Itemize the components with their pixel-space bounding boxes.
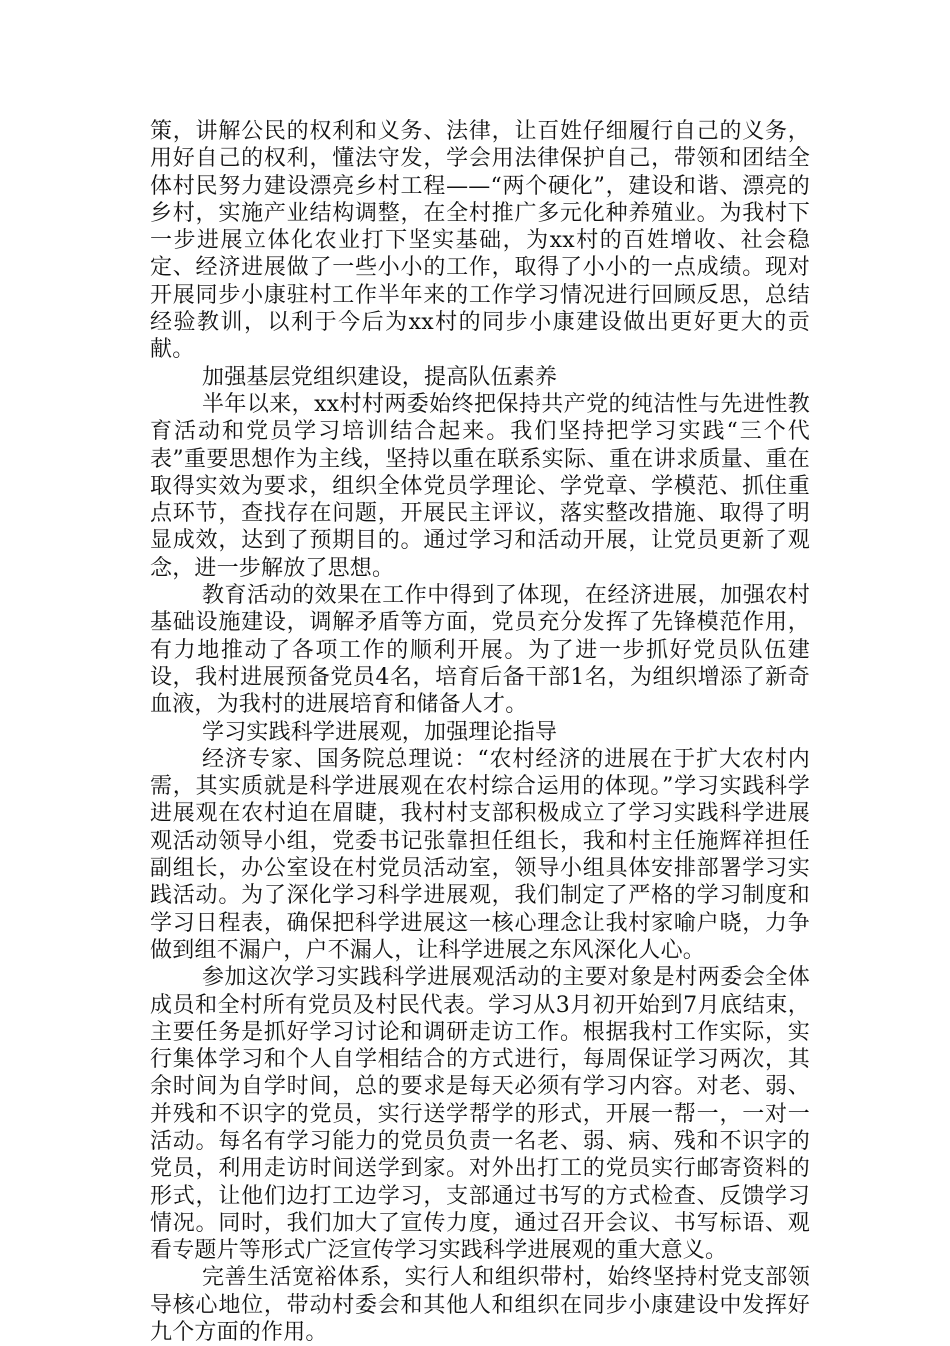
section-heading-scientific-development: 学习实践科学进展观，加强理论指导 [202, 719, 558, 745]
paragraph-intro: 策，讲解公民的权利和义务、法律，让百姓仔细履行自己的义务，用好自己的权利，懂法守发，学会用法律保护自己，带领和团结全体村民努力建设漂亮乡村工程——“两个硬化”，建设和谐、漂亮的乡村，实施产业结构调整，在全村推广多元化种养殖业。为我村下一步进展立体化农业打下坚实基础，为xx村的百姓增收、社会稳定、经济进展做了一些小小的工作，取得了小小的一点成绩。现对开展同步小康驻村工作半年来的工作学习情况进行回顾反思，总结经验教训，以利于今后为xx村的同步小康建设做出更好更大的贡献。 [150, 119, 810, 363]
paragraph-party-building: 半年以来，xx村村两委始终把保持共产党的纯洁性与先进性教育活动和党员学习培训结合起来。我们坚持把学习实践“三个代表”重要思想作为主线，坚持以重在联系实际、重在讲求质量、重在取得实效为要求，组织全体党员学理论、学党章、学模范、抓住重点环节，查找存在问题，开展民主评议，落实整改措施、取得了明显成效，达到了预期目的。通过学习和活动开展，让党员更新了观念，进一步解放了思想。 [150, 391, 810, 581]
document-body [150, 118, 810, 1346]
paragraph-living-system: 完善生活宽裕体系，实行人和组织带村，始终坚持村党支部领导核心地位，带动村委会和其他人和组织在同步小康建设中发挥好九个方面的作用。 [150, 1265, 810, 1346]
paragraph-study-activity: 参加这次学习实践科学进展观活动的主要对象是村两委会全体成员和全村所有党员及村民代表。学习从3月初开始到7月底结束，主要任务是抓好学习讨论和调研走访工作。根据我村工作实际，实行集体学习和个人自学相结合的方式进行，每周保证学习两次，其余时间为自学时间，总的要求是每天必须有学习内容。对老、弱、并残和不识字的党员，实行送学帮学的形式，开展一帮一，一对一活动。每名有学习能力的党员负责一名老、弱、病、残和不识字的党员，利用走访时间送学到家。对外出打工的党员实行邮寄资料的形式，让他们边打工边学习，支部通过书写的方式检查、反馈学习情况。同时，我们加大了宣传力度，通过召开会议、书写标语、观看专题片等形式广泛宣传学习实践科学进展观的重大意义。 [150, 965, 810, 1264]
paragraph-scientific-development: 经济专家、国务院总理说：“农村经济的进展在于扩大农村内需，其实质就是科学进展观在农村综合运用的体现。”学习实践科学进展观在农村迫在眉睫，我村村支部积极成立了学习实践科学进展观活动领导小组，党委书记张靠担任组长，我和村主任施辉祥担任副组长，办公室设在村党员活动室，领导小组具体安排部署学习实践活动。为了深化学习科学进展观，我们制定了严格的学习制度和学习日程表，确保把科学进展这一核心理念让我村家喻户晓，力争做到组不漏户，户不漏人，让科学进展之东风深化人心。 [150, 746, 810, 963]
paragraph-education-effect: 教育活动的效果在工作中得到了体现，在经济进展，加强农村基础设施建设，调解矛盾等方面，党员充分发挥了先锋模范作用，有力地推动了各项工作的顺利开展。为了进一步抓好党员队伍建设，我村进展预备党员4名，培育后备干部1名，为组织增添了新奇血液，为我村的进展培育和储备人才。 [150, 583, 810, 718]
section-heading-party-building: 加强基层党组织建设，提高队伍素养 [202, 364, 558, 390]
